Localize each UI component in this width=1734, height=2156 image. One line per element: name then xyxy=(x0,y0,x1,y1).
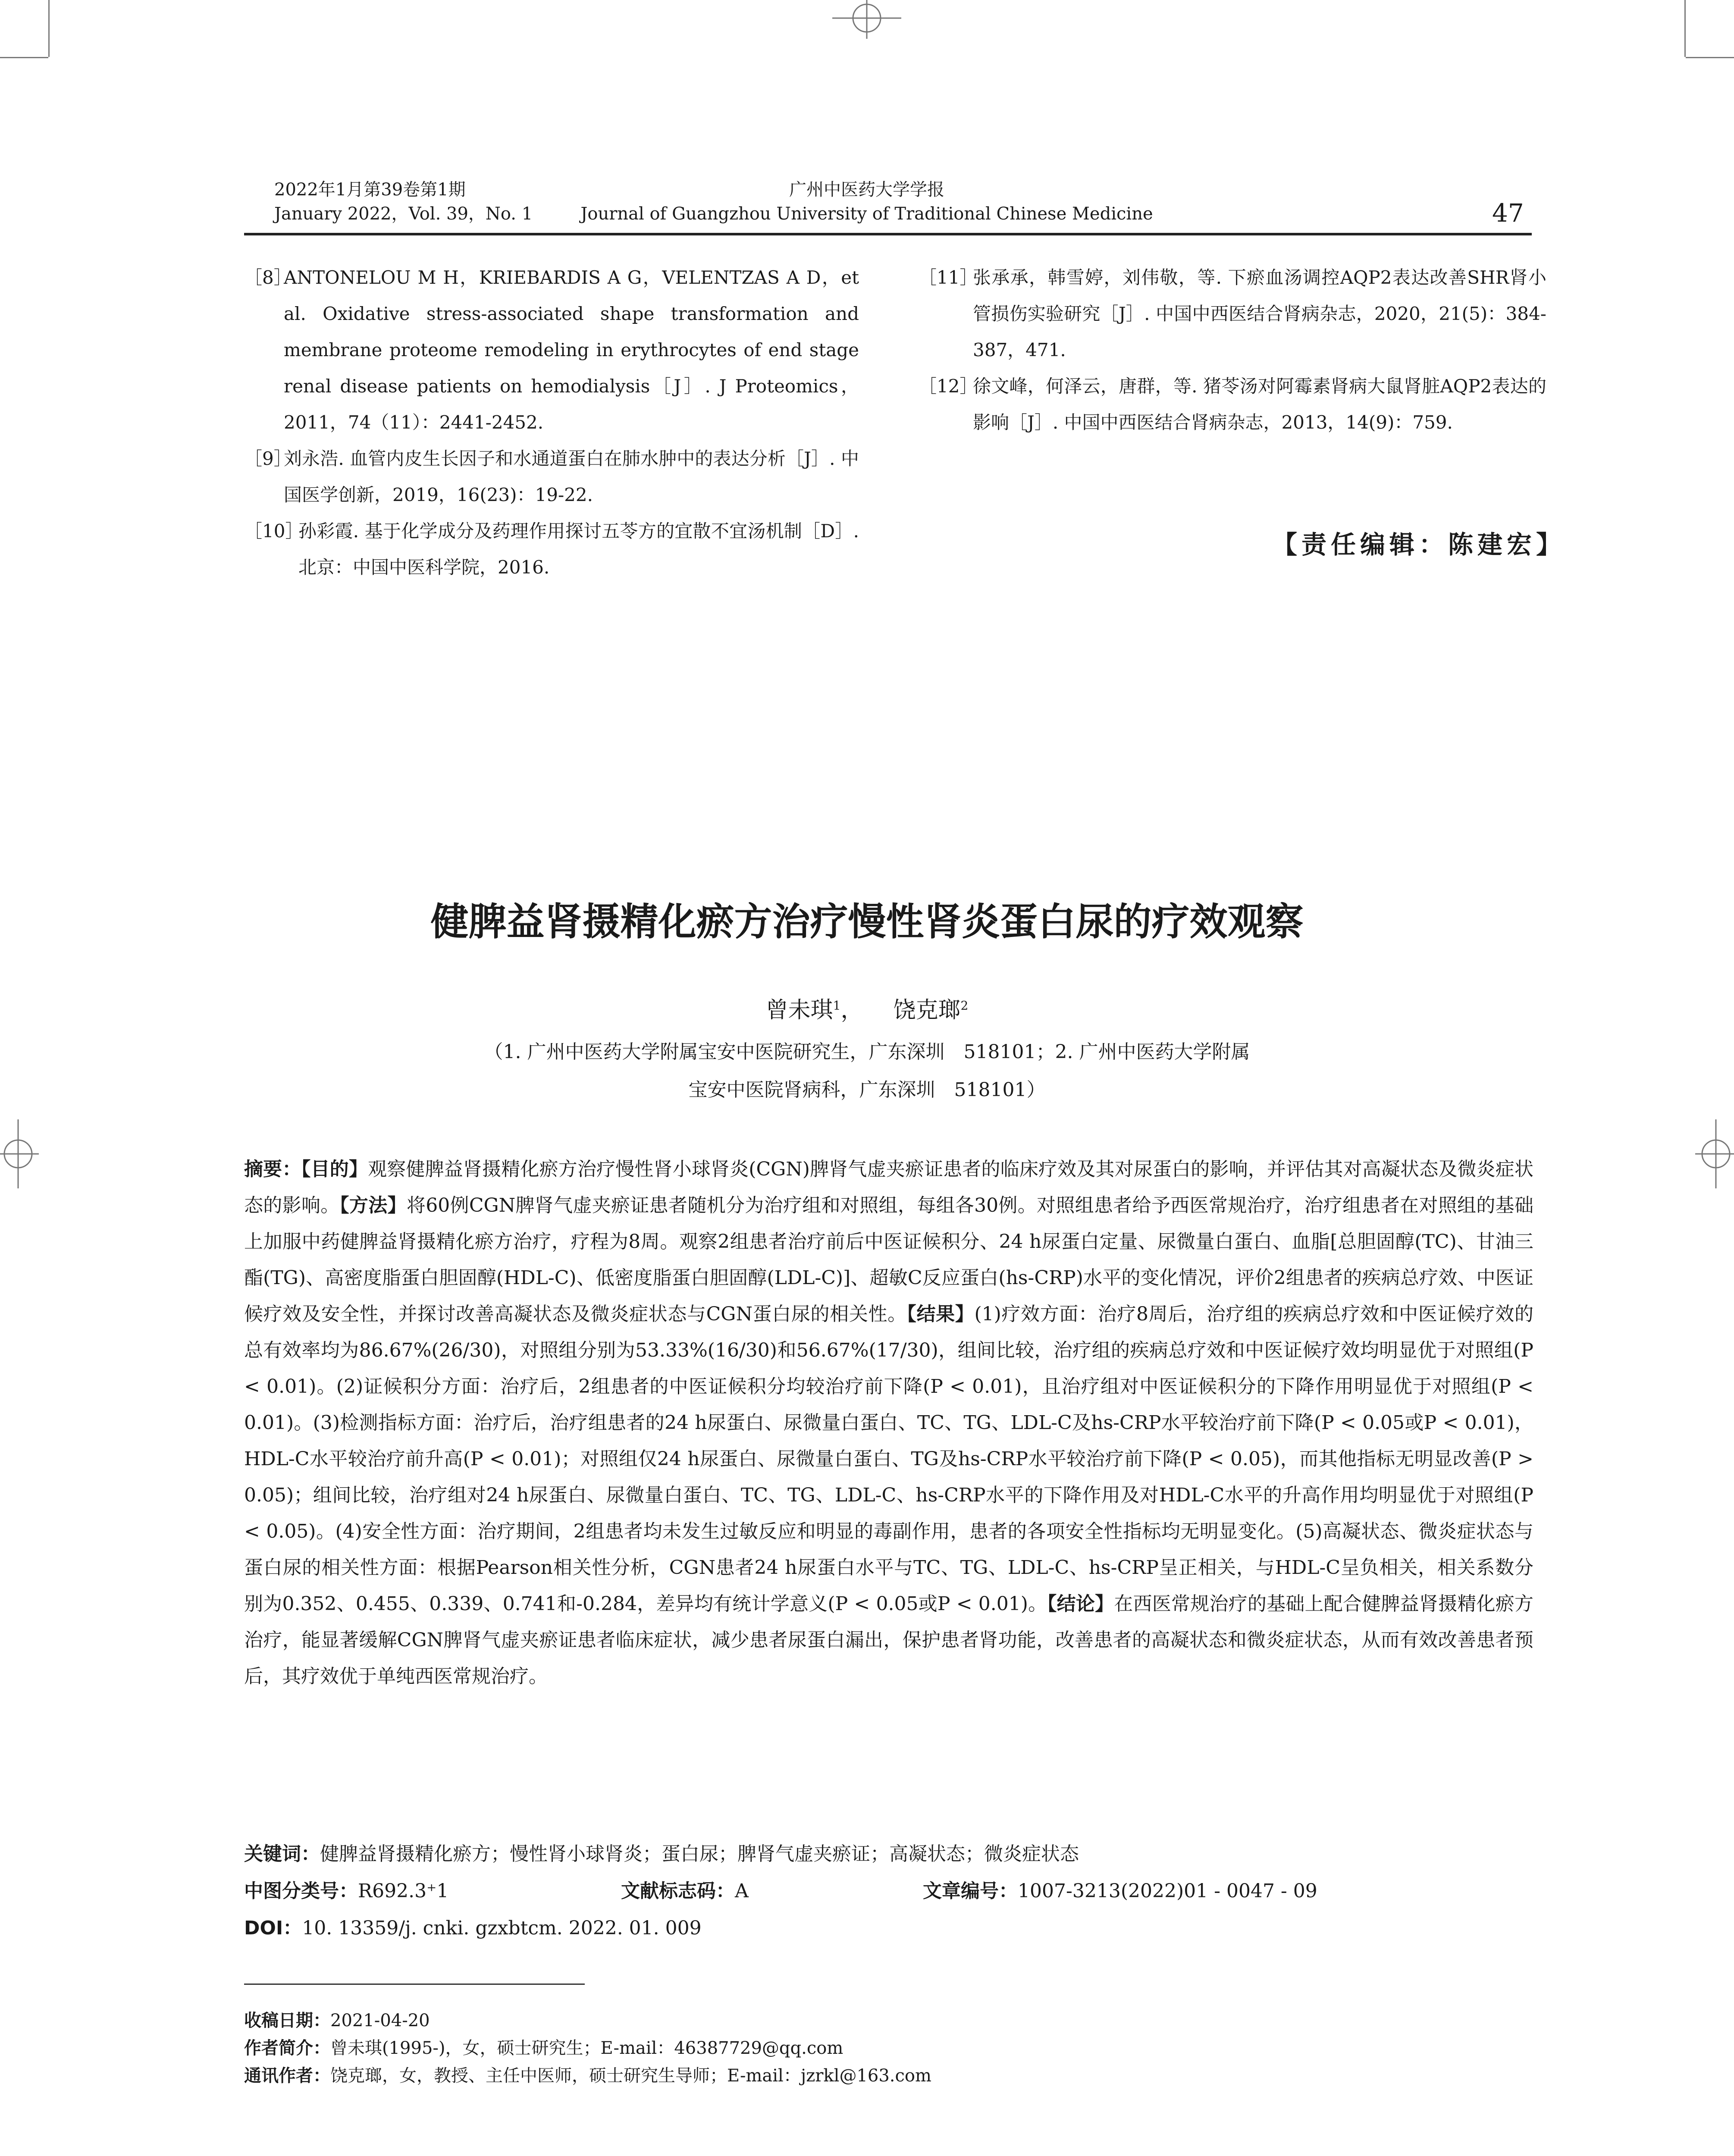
reference-number: ［11］ xyxy=(919,267,978,288)
reference-number: ［8］ xyxy=(244,267,292,288)
document-code-label: 文献标志码： xyxy=(621,1880,735,1902)
reference-text: 张承承，韩雪婷，刘伟敬，等. 下瘀血汤调控AQP2表达改善SHR肾小管损伤实验研究［J］. 中国中西医结合肾病杂志，2020，21(5)：384-387，471. xyxy=(973,267,1546,360)
affiliation-line: 宝安中医院肾病科，广东深圳 518101） xyxy=(688,1079,1046,1101)
conclusion-text: 在西医常规治疗的基础上配合健脾益肾摄精化瘀方治疗，能显著缓解CGN脾肾气虚夹瘀证患者临床症状，减少患者尿蛋白漏出，保护患者肾功能，改善患者的高凝状态和微炎症状态，从而有效改善患者预后，其疗效优于单纯西医常规治疗。 xyxy=(244,1593,1534,1687)
abstract xyxy=(244,1151,1533,1695)
reference-item xyxy=(919,260,1546,368)
conclusion-label: 【结论】 xyxy=(1047,1593,1114,1615)
keywords-label: 关键词： xyxy=(244,1843,320,1865)
clc-label: 中图分类号： xyxy=(244,1880,358,1902)
header-issue xyxy=(274,178,533,226)
reference-number: ［9］ xyxy=(244,448,292,469)
header-journal xyxy=(552,178,1182,226)
author-separator: ， xyxy=(840,997,863,1023)
received-label: 收稿日期： xyxy=(244,2011,330,2031)
reference-item xyxy=(244,441,859,513)
footnotes xyxy=(244,2007,931,2090)
article-number-label: 文章编号： xyxy=(923,1880,1018,1902)
abstract-label: 摘要： xyxy=(244,1158,301,1180)
responsible-editor: 【责任编辑：陈建宏】 xyxy=(1272,530,1566,559)
header-issue-cn: 2022年1月第39卷第1期 xyxy=(274,180,466,200)
page-number: 47 xyxy=(1492,198,1524,228)
document-code-value: A xyxy=(735,1880,749,1902)
article-title: 健脾益肾摄精化瘀方治疗慢性肾炎蛋白尿的疗效观察 xyxy=(430,899,1304,944)
reference-text: 徐文峰，何泽云，唐群，等. 猪苓汤对阿霉素肾病大鼠肾脏AQP2表达的影响［J］. 中国中西医结合肾病杂志，2013，14(9)：759. xyxy=(973,376,1546,433)
reference-item xyxy=(244,260,859,441)
doi-label: DOI： xyxy=(244,1917,302,1939)
doi xyxy=(244,1911,702,1946)
article-number-value: 1007-3213(2022)01 - 0047 - 09 xyxy=(1018,1880,1317,1902)
received-date xyxy=(244,2007,931,2034)
reference-item xyxy=(244,513,859,586)
reference-text: ANTONELOU M H，KRIEBARDIS A G，VELENTZAS A D，et al. Oxidative stress-associated shape transformation and membrane proteome remodeling in erythrocytes of end stage renal disease patients on hemodialysis［J］. J Proteomics，2011，74（11）：2441-2452. xyxy=(284,267,859,433)
doi-value: 10. 13359/j. cnki. gzxbtcm. 2022. 01. 009 xyxy=(302,1917,702,1939)
reference-number: ［12］ xyxy=(919,376,978,397)
objective-label: 【目的】 xyxy=(301,1158,368,1180)
reference-item xyxy=(919,368,1546,441)
reference-text: 孙彩霞. 基于化学成分及药理作用探讨五苓方的宜散不宜汤机制［D］. 北京：中国中医科学院，2016. xyxy=(298,520,859,578)
author-bio-label: 作者简介： xyxy=(244,2038,330,2058)
clc-value: R692.3⁺1 xyxy=(358,1880,449,1902)
registration-mark-right xyxy=(1695,1119,1734,1188)
keywords-text: 健脾益肾摄精化瘀方；慢性肾小球肾炎；蛋白尿；脾肾气虚夹瘀证；高凝状态；微炎症状态 xyxy=(320,1843,1079,1865)
author-line xyxy=(0,992,1734,1024)
registration-mark-top xyxy=(832,0,901,39)
author-name: 曾未琪 xyxy=(765,997,833,1023)
header-journal-en: Journal of Guangzhou University of Traditional Chinese Medicine xyxy=(580,204,1153,224)
corresponding-author-label: 通讯作者： xyxy=(244,2066,330,2086)
registration-mark-left xyxy=(0,1119,39,1188)
author-affiliation-mark: 1 xyxy=(833,998,841,1013)
article-number xyxy=(923,1874,1317,1908)
header-journal-cn: 广州中医药大学学报 xyxy=(789,180,944,200)
reference-number: ［10］ xyxy=(244,520,304,542)
header-issue-en: January 2022，Vol. 39，No. 1 xyxy=(274,204,533,224)
keywords xyxy=(244,1837,1079,1871)
corresponding-author xyxy=(244,2062,931,2090)
affiliations xyxy=(302,1033,1432,1109)
results-label: 【结果】 xyxy=(906,1303,975,1325)
corresponding-author-value: 饶克瑯，女，教授、主任中医师，硕士研究生导师；E-mail：jzrkl@163.com xyxy=(330,2066,931,2086)
clc-number xyxy=(244,1874,448,1908)
objective-text: 观察健脾益肾摄精化瘀方治疗慢性肾小球肾炎(CGN)脾肾气虚夹瘀证患者的临床疗效及其对尿蛋白的影响，并评估其对高凝状态及微炎症状态的影响。 xyxy=(244,1158,1533,1216)
author-name: 饶克瑯 xyxy=(893,997,961,1023)
received-value: 2021-04-20 xyxy=(330,2011,430,2031)
author-bio xyxy=(244,2034,931,2062)
methods-text: 将60例CGN脾肾气虚夹瘀证患者随机分为治疗组和对照组，每组各30例。对照组患者给予西医常规治疗，治疗组患者在对照组的基础上加服中药健脾益肾摄精化瘀方治疗，疗程为8周。观察2组患者治疗前后中医证候积分、24 h尿蛋白定量、尿微量白蛋白、血脂[总胆固醇(TC)、甘油三酯(TG)、高密度脂蛋白胆固醇(HDL-C)、低密度脂蛋白胆固醇(LDL-C)]、超敏C反应蛋白(hs-CRP)水平的变化情况，评价2组患者的疾病总疗效、中医证候疗效及安全性，并探讨改善高凝状态及微炎症状态与CGN蛋白尿的相关性。 xyxy=(244,1194,1533,1325)
author-bio-value: 曾未琪(1995-)，女，硕士研究生；E-mail：46387729@qq.com xyxy=(330,2038,843,2058)
author-affiliation-mark: 2 xyxy=(960,998,969,1013)
document-code xyxy=(621,1874,749,1908)
header-rule xyxy=(244,233,1532,235)
footnote-rule xyxy=(244,1984,585,1985)
affiliation-line: （1. 广州中医药大学附属宝安中医院研究生，广东深圳 518101；2. 广州中医药大学附属 xyxy=(484,1041,1250,1063)
reference-text: 刘永浩. 血管内皮生长因子和水通道蛋白在肺水肿中的表达分析［J］. 中国医学创新，2019，16(23)：19-22. xyxy=(284,448,859,505)
methods-label: 【方法】 xyxy=(339,1194,407,1216)
results-text: (1)疗效方面：治疗8周后，治疗组的疾病总疗效和中医证候疗效的总有效率均为86.67%(26/30)，对照组分别为53.33%(16/30)和56.67%(17/30)，组间比较，治疗组的疾病总疗效和中医证候疗效均明显优于对照组(P < 0.01)。(2)证候积分方面：治疗后，2组患者的中医证候积分均较治疗前下降(P < 0.01)，且治疗组对中医证候积分的下降作用明显优于对照组(P < 0.01)。(3)检测指标方面：治疗后，治疗组患者的24 h尿蛋白、尿微量白蛋白、TC、TG、LDL-C及hs-CRP水平较治疗前下降(P < 0.05或P < 0.01)，HDL-C水平较治疗前升高(P < 0.01)；对照组仅24 h尿蛋白、尿微量白蛋白、TG及hs-CRP水平较治疗前下降(P < 0.05)，而其他指标无明显改善(P > 0.05)；组间比较，治疗组对24 h尿蛋白、尿微量白蛋白、TC、TG、LDL-C、hs-CRP水平的下降作用及对HDL-C水平的升高作用均明显优于对照组(P < 0.05)。(4)安全性方面：治疗期间，2组患者均未发生过敏反应和明显的毒副作用，患者的各项安全性指标均无明显变化。(5)高凝状态、微炎症状态与蛋白尿的相关性方面：根据Pearson相关性分析，CGN患者24 h尿蛋白水平与TC、TG、LDL-C、hs-CRP呈正相关，与HDL-C呈负相关，相关系数分别为0.352、0.455、0.339、0.741和-0.284，差异均有统计学意义(P < 0.05或P < 0.01)。 xyxy=(244,1303,1534,1615)
